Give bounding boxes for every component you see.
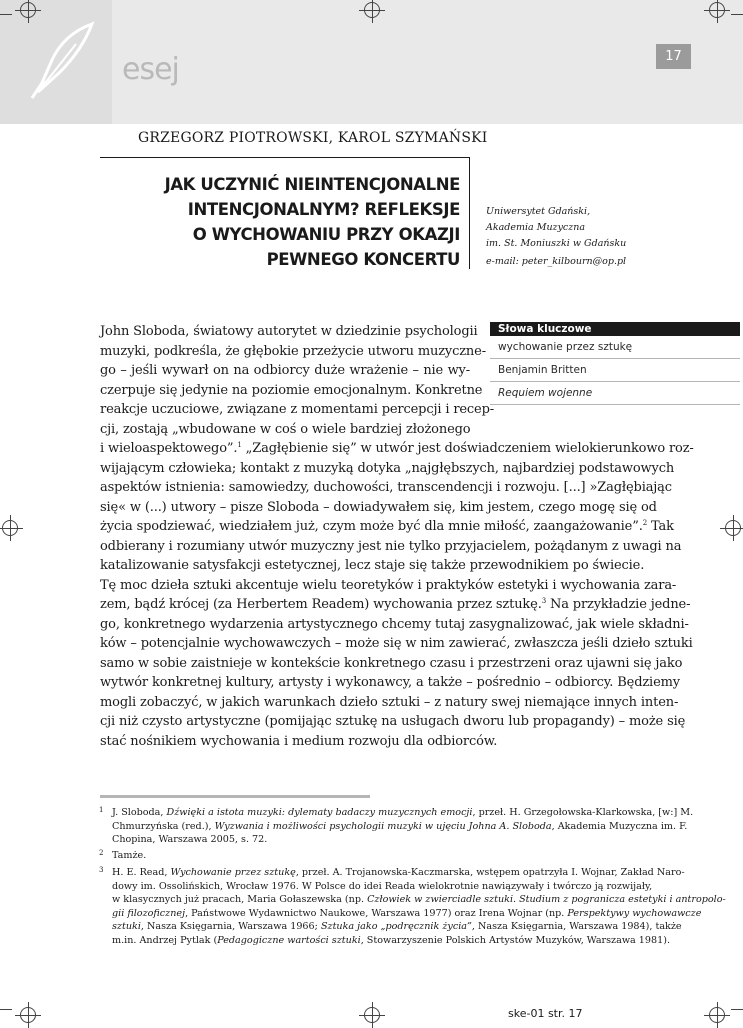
registration-mark-bottom-left [20,1007,36,1023]
registration-mark-bottom [364,1007,380,1023]
footnote-number: 3 [99,866,104,874]
body-line: zem, bądź krócej (za Herbertem Readem) wychowania przez sztukę.$^3$ Na przykładzie jedne- [100,597,691,612]
title-line: JAK UCZYNIĆ NIEINTENCJONALNE [164,175,460,194]
body-line: ków – potencjalnie wychowawczych – może się w nim zawierać, zwłaszcza jeśli dzieło sztuki [100,636,693,651]
body-line: go – jeśli wywarł on na odbiorcy duże wrażenie – nie wy- [100,363,470,378]
body-paragraph-intro [100,322,495,439]
body-line: John Sloboda, światowy autorytet w dziedzinie psychologii [100,324,478,339]
body-line: cji niż czysto artystyczne (pomijając sztukę na usługach dworu lub propagandy) – może się [100,714,686,729]
body-paragraph-main [100,439,694,751]
authors: GRZEGORZ PIOTROWSKI, KAROL SZYMAŃSKI [138,130,488,146]
title-line: O WYCHOWANIU PRZY OKAZJI [192,225,460,244]
body-line: reakcje uczuciowe, związane z momentami percepcji i recep- [100,402,495,417]
title-rule-vertical [469,157,470,269]
body-line: wytwór konkretnej kultury, artysty i wykonawcy, a także – pośrednio – odbiorcy. Będziemy [100,675,680,690]
body-line: wijającym człowieka; kontakt z muzyką dotyka „najgłębszych, najbardziej podstawowych [100,460,675,476]
title-rule-horizontal [100,157,470,158]
affiliation-line: Akademia Muzyczna [486,222,586,233]
affiliation-line: Uniwersytet Gdański, [486,206,591,217]
section-label: esej [122,52,179,87]
body-line: cji, zostają „wbudowane w coś o wiele bardziej złożonego [100,421,471,437]
crop-mark [0,14,12,15]
footnote-separator [100,795,370,798]
crop-mark [731,14,743,15]
registration-mark-top-right [709,2,725,18]
body-line: odbierany i rozumiany utwór muzyczny jest nie tylko przyjacielem, pożądanym z uwagi na [100,538,682,554]
affiliation-email: e-mail: peter_kilbourn@op.pl [486,256,627,267]
crop-mark [731,1009,743,1010]
keywords-box [490,322,740,405]
body-line: stać nośnikiem wychowania i medium rozwoju dla odbiorców. [100,733,498,749]
title-line: INTENCJONALNYM? REFLEKSJE [187,200,460,219]
footnote-ref[interactable]: 2 [642,519,648,527]
title-line: PEWNEGO KONCERTU [266,250,460,269]
body-line: go, konkretnego wydarzenia artystycznego chcemy tutaj zasygnalizować, jak wiele składni- [100,616,689,632]
keywords-heading: Słowa kluczowe [490,322,740,336]
body-line: muzyki, podkreśla, że głębokie przeżycie utworu muzyczne- [100,343,486,359]
keyword-item: Benjamin Britten [490,359,740,382]
page-number-badge: 17 [656,44,691,69]
body-line: katalizowanie satysfakcji estetycznej, lecz staje się także przewodnikiem po świecie. [100,558,645,573]
body-line: życia spodziewać, wiedziałem już, czym może być dla mnie miłość, zaangażowanie”.$^2$ Tak [100,519,674,534]
registration-mark-right [725,520,741,536]
body-line: Tę moc dzieła sztuki akcentuje wielu teoretyków i praktyków estetyki i wychowania zara- [100,577,677,593]
quill-pen-icon [30,20,100,100]
registration-mark-top-left [20,2,36,18]
keyword-item: Requiem wojenne [490,382,740,405]
footnote-number: 1 [99,806,104,814]
body-line: samo w sobie zaistnieje w kontekście konkretnego czasu i przestrzeni oraz ujawni się jako [100,655,683,671]
keyword-item: wychowanie przez sztukę [490,336,740,359]
body-line: aspektów istnienia: samowiedzy, duchowości, transcendencji i rozwoju. [...] »Zagłębiając [100,480,672,495]
footnote-ref[interactable]: 1 [237,441,242,449]
crop-mark [0,1009,12,1010]
footnote-number: 2 [99,849,104,857]
page-footer: ske-01 str. 17 [508,1007,583,1020]
article-title [140,172,460,272]
body-line: czerpuje się jedynie na poziomie emocjonalnym. Konkretne [100,382,483,398]
affiliation-line: im. St. Moniuszki w Gdańsku [486,238,627,249]
registration-mark-left [2,520,18,536]
footnote-ref[interactable]: 3 [541,597,546,605]
registration-mark-top [364,2,380,18]
footnote-2: 2 Tamże. [99,849,147,861]
body-line: się« w (...) utwory – pisze Sloboda – dowiadywałem się, kim jestem, czego mogę się od [100,499,657,515]
body-line: mogli zobaczyć, w jakich warunkach dzieło sztuki – z natury swej niemające innych inten- [100,694,679,710]
body-line: i wieloaspektowego”.$^1$ „Zagłębienie się” w utwór jest doświadczeniem wielokierunkowo roz- [100,441,694,456]
affiliation [486,204,626,270]
footnote-3: 3 H. E. Read, Wychowanie przez sztukę, przeł. A. Trojanowska-Kaczmarska, wstępem opatrzyła I. Wojnar, Zakład Naro- dowy im. Ossolińskich, Wrocław 1976. W Polsce do idei Reada wielokrotnie nawiązywały i twórczo ją rozwijały, w klasycznych już pracach, Maria Gołaszewska (np. Człowiek w zwierciadle sztuki. Studium z pogranicza estetyki i antropolo- gii filozoficznej, Państwowe Wydawnictwo Naukowe, Warszawa 1977) oraz Irena Wojnar (np. Perspektywy wychowawcze sztuki, Nasza Księgarnia, Warszawa 1966; Sztuka jako „podręcznik życia”, Nasza Księgarnia, Warszawa 1984), także m.in. Andrzej Pytlak (Pedagogiczne wartości sztuki, Stowarzyszenie Polskich Artystów Muzyków, Warszawa 1981). [99,866,726,946]
footnote-1: 1 J. Sloboda, Dźwięki a istota muzyki: dylematy badaczy muzycznych emocji, przeł. H. Grzegołowska-Klarkowska, [w:] M. Chmurzyńska (red.), Wyzwania i możliwości psychologii muzyki w ujęciu Johna A. Sloboda, Akademia Muzyczna im. F. Chopina, Warszawa 2005, s. 72. [99,806,694,845]
registration-mark-bottom-right [709,1007,725,1023]
